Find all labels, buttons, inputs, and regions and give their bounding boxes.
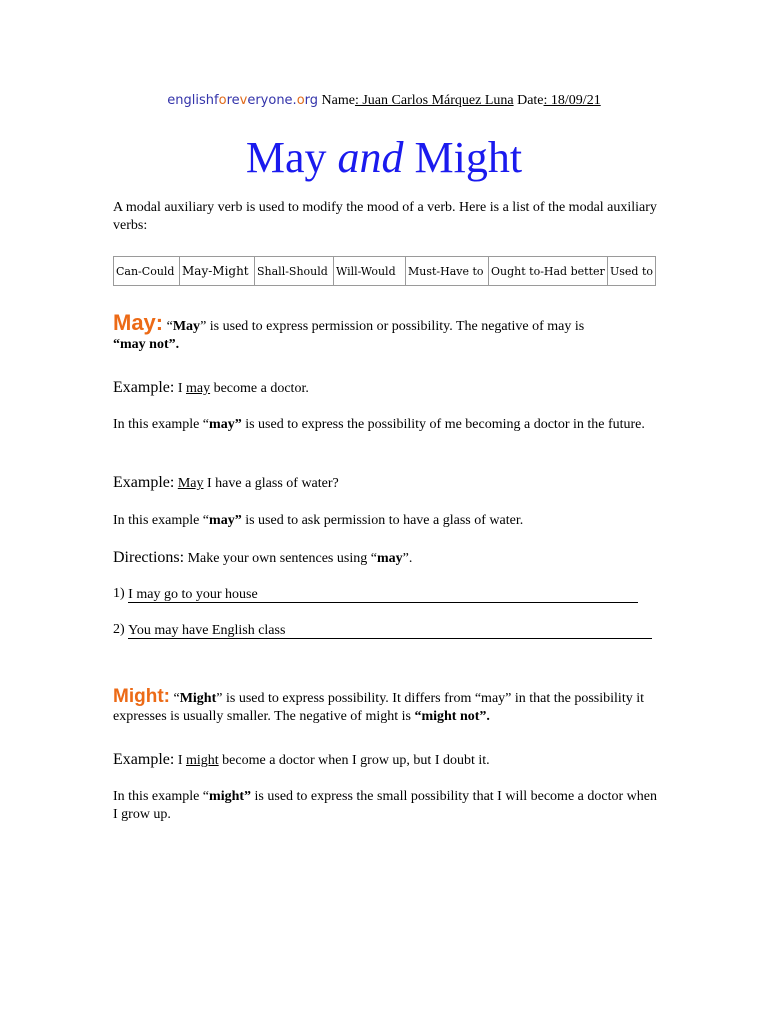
may-directions: Directions: Make your own sentences using “may”. xyxy=(113,549,413,566)
answer-line-1[interactable]: 1) I may go to your house xyxy=(113,585,638,603)
date-value: : 18/09/21 xyxy=(543,93,601,108)
site-name: englishforeveryone.org xyxy=(167,93,319,108)
may-heading: May: xyxy=(113,310,164,335)
modal-cell: Can-Could xyxy=(114,257,180,286)
modal-cell: Will-Would xyxy=(334,257,406,286)
answer-line-2[interactable]: 2) You may have English class xyxy=(113,621,652,639)
may-explanation-1: In this example “may” is used to express the possibility of me becoming a doctor in the future. xyxy=(113,417,645,432)
name-value: : Juan Carlos Márquez Luna xyxy=(354,93,514,108)
modal-verbs-table xyxy=(113,256,656,286)
modal-cell: Must-Have to xyxy=(406,257,489,286)
might-definition: Might: “Might” is used to express possibility. It differs from “may” in that the possibility it expresses is usually smaller. The negative of might is “might not”. xyxy=(113,686,644,724)
modal-cell: Ought to-Had better xyxy=(489,257,608,286)
header-line xyxy=(0,92,768,110)
may-example-1: Example: I may become a doctor. xyxy=(113,379,309,396)
modal-cell: May-Might xyxy=(180,257,255,286)
may-negative: “may not”. xyxy=(113,337,180,352)
might-heading: Might: xyxy=(113,686,170,707)
might-example: Example: I might become a doctor when I grow up, but I doubt it. xyxy=(113,751,490,768)
name-label: Name xyxy=(321,93,355,108)
might-negative: “might not”. xyxy=(414,709,490,724)
page-title: May and Might xyxy=(245,133,523,182)
may-explanation-2: In this example “may” is used to ask permission to have a glass of water. xyxy=(113,513,524,528)
intro-paragraph: A modal auxiliary verb is used to modify the mood of a verb. Here is a list of the modal auxiliary verbs: xyxy=(113,200,657,233)
date-label: Date xyxy=(517,93,544,108)
may-definition: May: “May” is used to express permission or possibility. The negative of may is “may not”. xyxy=(113,310,585,352)
modal-cell: Used to xyxy=(608,257,656,286)
might-explanation: In this example “might” is used to express the small possibility that I will become a doctor when I grow up. xyxy=(113,789,657,822)
may-example-2: Example: May I have a glass of water? xyxy=(113,474,339,491)
modal-cell: Shall-Should xyxy=(255,257,334,286)
